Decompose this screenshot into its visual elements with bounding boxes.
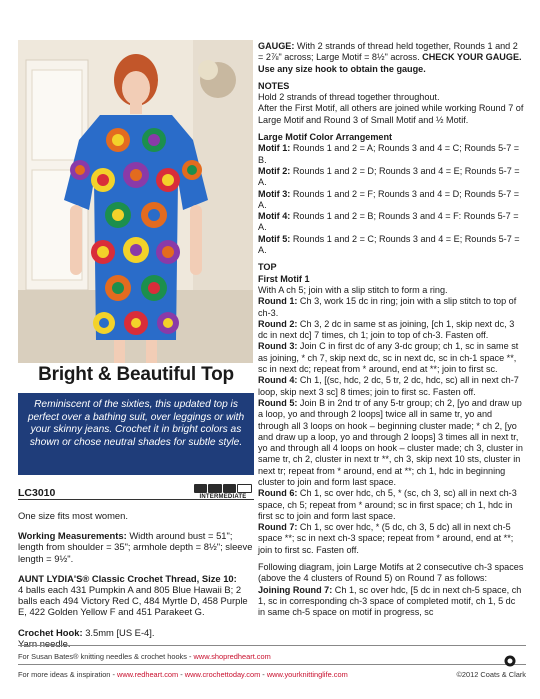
yarn-label: AUNT LYDIA'S® Classic Crochet Thread, Size 10: bbox=[18, 572, 237, 584]
motif-label: Motif 4: bbox=[258, 211, 291, 222]
footer-divider bbox=[18, 645, 526, 646]
joining-round bbox=[258, 585, 524, 619]
note-1: Hold 2 strands of thread together throughout. bbox=[258, 92, 440, 103]
round-label: Round 5: bbox=[258, 397, 298, 408]
yourknittinglife-link[interactable]: www.yourknittinglife.com bbox=[266, 670, 348, 679]
motif-text: Rounds 1 and 2 = F; Rounds 3 and 4 = D; Rounds 5-7 = A. bbox=[258, 188, 520, 210]
round-line bbox=[258, 522, 524, 556]
round-label: Round 4: bbox=[258, 375, 298, 386]
instructions-column bbox=[258, 41, 524, 619]
skill-level-label: INTERMEDIATE bbox=[199, 494, 247, 500]
hook-label: Crochet Hook: bbox=[18, 626, 83, 638]
footer-text: For Susan Bates® knitting needles & crochet hooks - bbox=[18, 652, 194, 661]
skill-level-segment bbox=[237, 484, 252, 493]
skill-level-bar bbox=[194, 484, 252, 493]
joining-label: Joining Round 7: bbox=[258, 584, 333, 595]
motif-label: Motif 1: bbox=[258, 143, 291, 154]
crochettoday-link[interactable]: www.crochettoday.com bbox=[184, 670, 261, 679]
motif-line bbox=[258, 143, 524, 166]
yarn-text: 4 balls each 431 Pumpkin A and 805 Blue Hawaii B; 2 balls each 494 Victory Red C, 484 Myrtle D, 458 Purple E, 422 Golden Yellow F and 451 Parakeet G. bbox=[18, 584, 248, 618]
measurements-label: Working Measurements: bbox=[18, 530, 127, 542]
pattern-title: Bright & Beautiful Top bbox=[38, 364, 234, 385]
round-text: Ch 1, sc over hdc, ch 5, * (sc, ch 3, sc) all in next ch-3 space, ch 5; repeat from * around; sc in first space; ch 1, hdc in first sc to join and form last space. bbox=[258, 488, 517, 521]
skill-level-segment bbox=[194, 484, 207, 493]
first-motif-text: With A ch 5; join with a slip stitch to form a ring. bbox=[258, 284, 448, 295]
gauge-label: GAUGE: bbox=[258, 41, 295, 51]
materials-column bbox=[18, 510, 256, 658]
skill-level-segment bbox=[208, 484, 221, 493]
measurements bbox=[18, 530, 256, 564]
round-line bbox=[258, 341, 524, 375]
round-label: Round 3: bbox=[258, 341, 298, 352]
gauge bbox=[258, 41, 524, 75]
round-label: Round 6: bbox=[258, 488, 298, 499]
yarn bbox=[18, 573, 256, 618]
footer-text: For more ideas & inspiration - bbox=[18, 670, 117, 679]
footer-line-2: For more ideas & inspiration - www.redheart.com - www.crochettoday.com - www.yourknittinglife.com bbox=[18, 670, 348, 679]
motif-label: Motif 3: bbox=[258, 188, 291, 199]
round-text: Ch 3, work 15 dc in ring; join with a slip stitch to top of ch-3. bbox=[258, 296, 517, 318]
round-label: Round 7: bbox=[258, 522, 298, 533]
shopredheart-link[interactable]: www.shopredheart.com bbox=[193, 652, 271, 661]
round-label: Round 2: bbox=[258, 318, 298, 329]
round-text: Join C in first dc of any 3-dc group; ch 1, sc in same st as joining, * ch 7, skip next dc, sc in next dc, sc in ch-1 space **, sc in next dc; repeat from * around, end at **; join to first sc. bbox=[258, 341, 519, 375]
motif-text: Rounds 1 and 2 = B; Rounds 3 and 4 = F: Rounds 5-7 = A. bbox=[258, 211, 519, 233]
motif-line bbox=[258, 166, 524, 189]
copyright: ©2012 Coats & Clark bbox=[456, 670, 526, 679]
color-arrangement-heading: Large Motif Color Arrangement bbox=[258, 132, 393, 143]
round-line bbox=[258, 296, 524, 319]
first-motif-heading: First Motif 1 bbox=[258, 273, 310, 284]
motif-line bbox=[258, 234, 524, 257]
gauge-check: CHECK YOUR GAUGE. Use any size hook to obtain the gauge. bbox=[258, 52, 522, 74]
footer-line-1 bbox=[18, 652, 271, 661]
pattern-code: LC3010 bbox=[18, 487, 56, 499]
following-text: Following diagram, join Large Motifs at 2 consecutive ch-3 spaces (above the 4 clusters of Round 5) on Round 7 as follows: bbox=[258, 562, 524, 584]
round-line bbox=[258, 375, 524, 398]
joining-text: Ch 1, sc over hdc, [5 dc in next ch-5 space, ch 1, sc in corresponding ch-3 space of completed motif, ch 1, 5 dc in same ch-5 space on motif in progress, sc bbox=[258, 584, 522, 618]
motif-label: Motif 2: bbox=[258, 165, 291, 176]
round-text: Join B in 2nd tr of any 5-tr group; ch 2, [yo and draw up a loop, yo and through 2 loops] twice all in same tr, yo and through all 3 loops on hook – beginning cluster made; * ch 2, [yo and draw up a loop, yo and through 2 loops] 3 times all in next tr, yo and through all 4 loops on hook – cluster made; ch 3, cluster in same tr, ch 2, cluster in next tr **, ch 3, skip next 10 sts, cluster in next tr; repeat from * around, end at **; ch 1, hdc in beginning cluster to join and form last space. bbox=[258, 397, 523, 487]
skill-level-segment bbox=[223, 484, 236, 493]
motif-text: Rounds 1 and 2 = D; Rounds 3 and 4 = E; Rounds 5-7 = A. bbox=[258, 165, 520, 188]
round-text: Ch 1, sc over hdc, * (5 dc, ch 3, 5 dc) all in next ch-5 space **; sc in next ch-3 space; repeat from * around, end at **; join to first sc. Fasten off. bbox=[258, 522, 514, 555]
motif-text: Rounds 1 and 2 = C; Rounds 3 and 4 = E; Rounds 5-7 = A. bbox=[258, 233, 520, 256]
motif-text: Rounds 1 and 2 = A; Rounds 3 and 4 = C; Rounds 5-7 = B. bbox=[258, 143, 520, 165]
redheart-link[interactable]: www.redheart.com bbox=[117, 670, 179, 679]
motif-label: Motif 5: bbox=[258, 233, 291, 244]
round-line bbox=[258, 488, 524, 522]
measurements-text: Width around bust = 51"; length from shoulder = 35"; armhole depth = 8½"; sleeve length = 9½". bbox=[18, 530, 253, 564]
round-label: Round 1: bbox=[258, 296, 298, 307]
round-text: Ch 1, [(sc, hdc, 2 dc, 5 tr, 2 dc, hdc, sc) all in next ch-7 loop, skip next 3 sc] 8 times; join to first sc. Fasten off. bbox=[258, 375, 519, 397]
coats-clark-logo-icon bbox=[503, 655, 517, 667]
product-photo bbox=[18, 40, 253, 363]
round-line bbox=[258, 398, 524, 488]
gauge-text: With 2 strands of thread held together, Rounds 1 and 2 = 2⅞" across; Large Motif = 8½" across. bbox=[258, 41, 518, 63]
divider bbox=[18, 499, 254, 500]
footer-divider bbox=[18, 664, 526, 665]
top-heading: TOP bbox=[258, 262, 277, 273]
notes-heading: NOTES bbox=[258, 80, 290, 91]
skill-level bbox=[194, 484, 252, 500]
round-line bbox=[258, 319, 524, 342]
note-2: After the First Motif, all others are joined while working Round 7 of Large Motif and Round 3 of Small Motif and ½ Motif. bbox=[258, 103, 524, 125]
hook-text: 3.5mm [US E-4]. bbox=[82, 626, 155, 638]
motif-line bbox=[258, 211, 524, 234]
motif-line bbox=[258, 189, 524, 212]
size-text: One size fits most women. bbox=[18, 510, 128, 521]
pattern-blurb: Reminiscent of the sixties, this updated top is perfect over a bathing suit, over leggings or with your skinny jeans. Crochet it in bright colors as shown or chose neutral shades for subtle style. bbox=[18, 393, 254, 475]
notion-text: Yarn needle. bbox=[18, 637, 71, 649]
round-text: Ch 3, 2 dc in same st as joining, [ch 1, skip next dc, 3 dc in next dc] 7 times, ch 1; join to top of ch-3. Fasten off. bbox=[258, 318, 515, 341]
